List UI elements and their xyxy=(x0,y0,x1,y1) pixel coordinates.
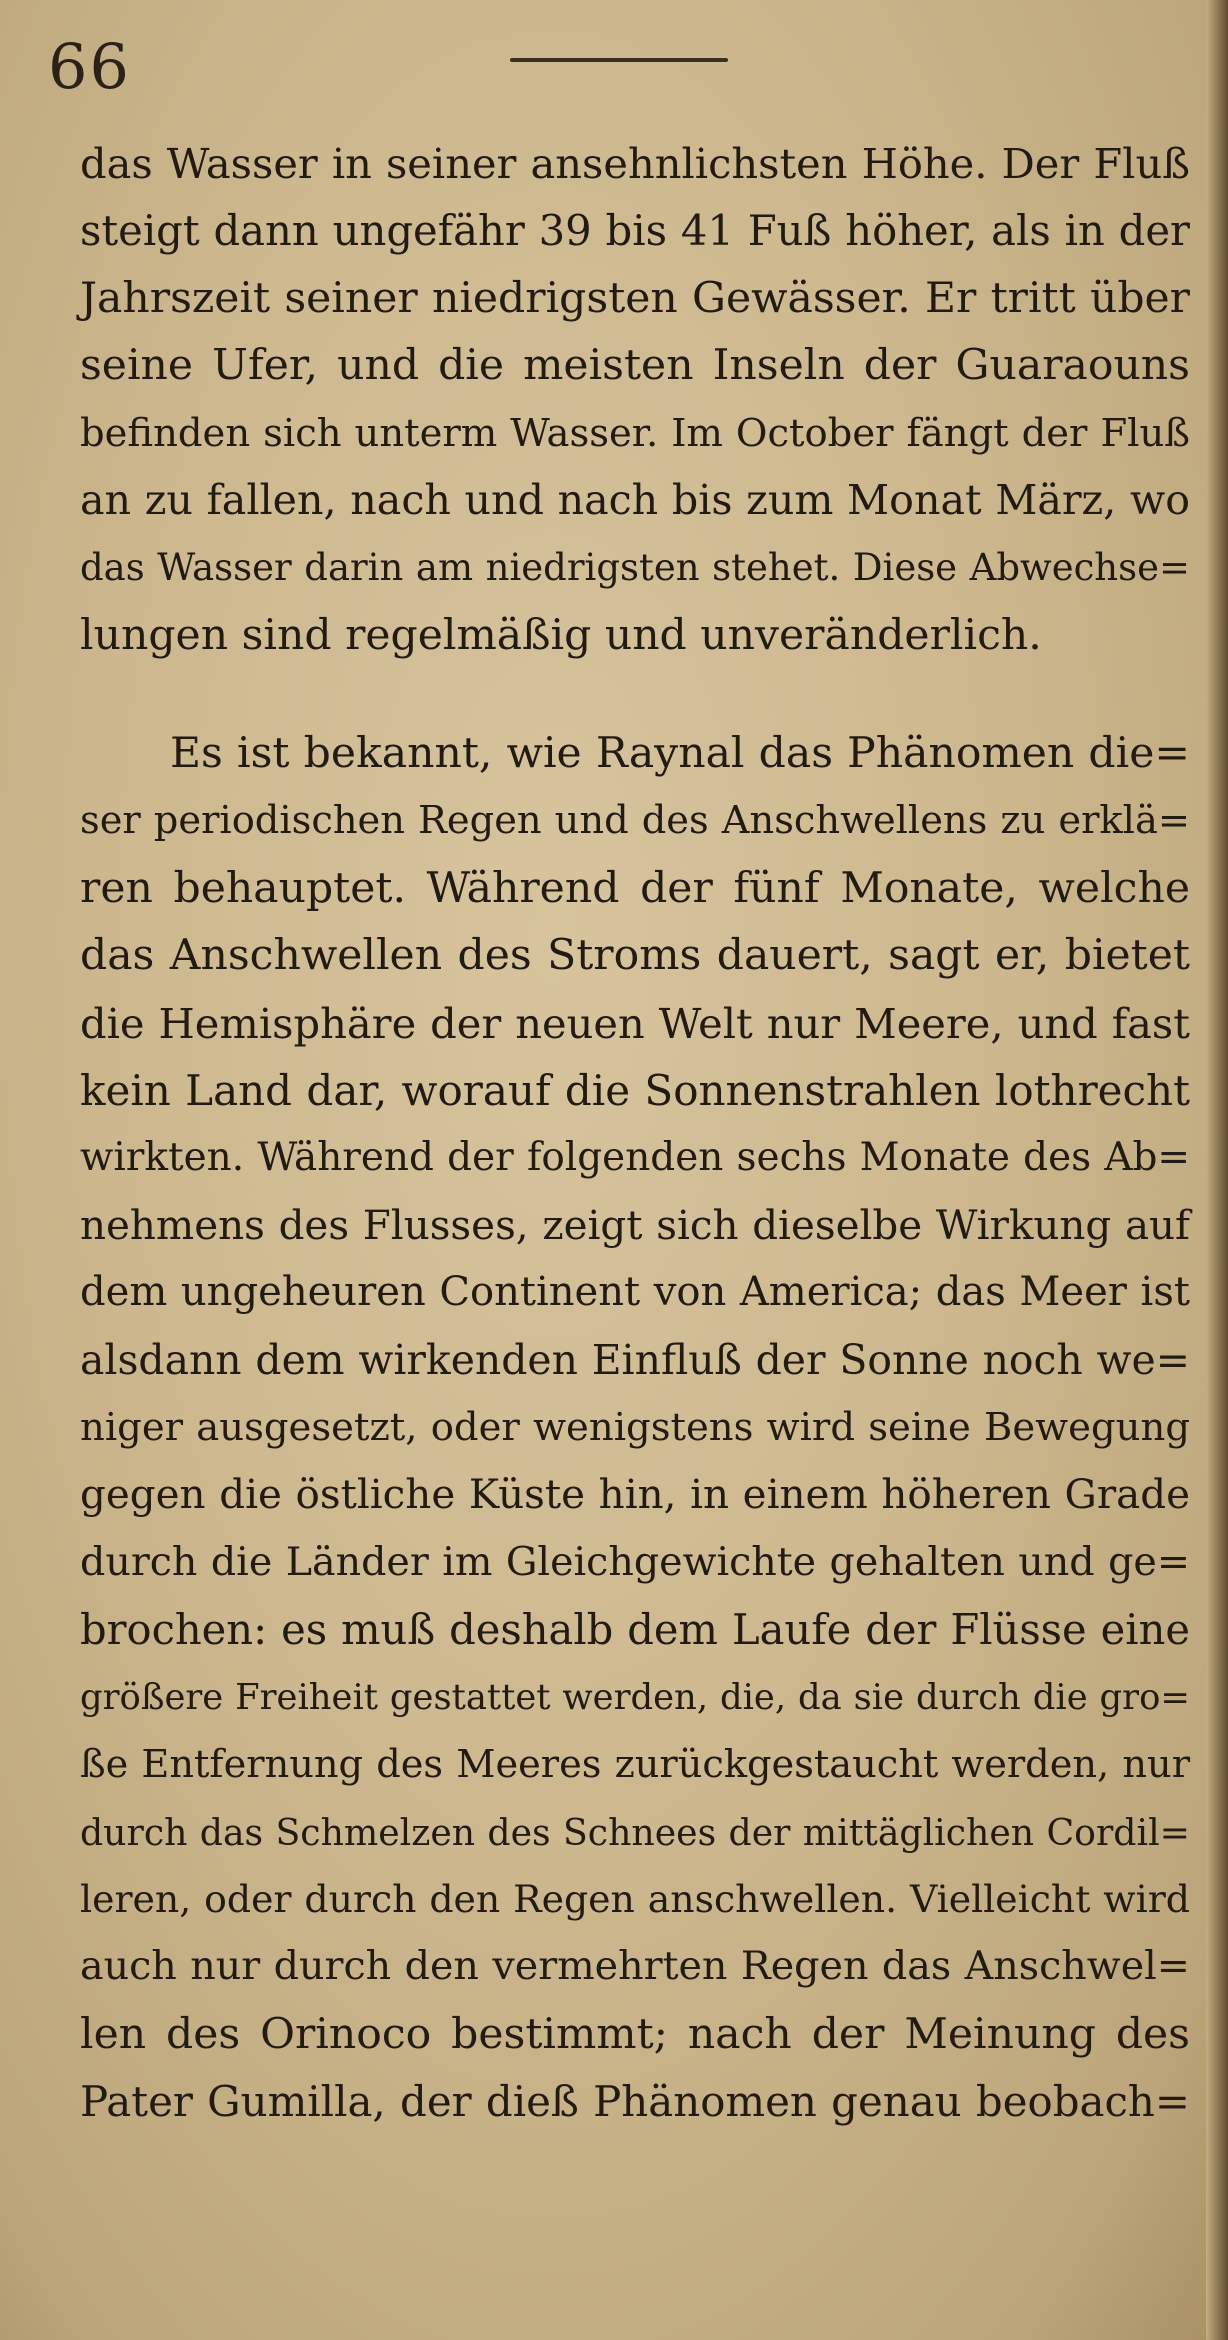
text-line: befinden sich unterm Wasser. Im October fängt der Fluß xyxy=(80,410,1190,456)
text-line: dem ungeheuren Continent von America; das Meer ist xyxy=(80,1269,1190,1316)
text-line: Pater Gumilla, der dieß Phänomen genau beobach= xyxy=(80,2077,1190,2127)
text-line: ren behauptet. Während der fünf Monate, welche xyxy=(80,863,1190,913)
text-line: leren, oder durch den Regen anschwellen. Vielleicht wird xyxy=(80,1876,1190,1921)
text-line: wirkten. Während der folgenden sechs Monate des Ab= xyxy=(80,1135,1190,1181)
paragraph-1 xyxy=(80,130,1190,669)
text-line: nehmens des Flusses, zeigt sich dieselbe Wirkung auf xyxy=(80,1200,1190,1249)
text-line: das Wasser darin am niedrigsten stehet. Diese Abwechse= xyxy=(80,546,1190,590)
page-number: 66 xyxy=(48,30,131,103)
paragraph-2 xyxy=(80,720,1190,2136)
text-line: kein Land dar, worauf die Sonnenstrahlen lothrecht xyxy=(80,1066,1190,1116)
text-line: steigt dann ungefähr 39 bis 41 Fuß höher, als in der xyxy=(80,206,1190,256)
text-line: das Anschwellen des Stroms dauert, sagt er, bietet xyxy=(80,931,1190,981)
text-line: durch die Länder im Gleichgewichte gehalten und ge= xyxy=(80,1538,1190,1585)
text-line: len des Orinoco bestimmt; nach der Meinung des xyxy=(80,2009,1190,2059)
text-line: ße Entfernung des Meeres zurückgestaucht werden, nur xyxy=(80,1742,1190,1788)
text-line: lungen sind regelmäßig und unveränderlich. xyxy=(80,610,1042,660)
text-line: alsdann dem wirkenden Einfluß der Sonne noch we= xyxy=(80,1335,1190,1384)
text-line: durch das Schmelzen des Schnees der mittäglichen Cordil= xyxy=(80,1810,1190,1854)
text-line: die Hemisphäre der neuen Welt nur Meere, und fast xyxy=(80,998,1190,1048)
text-line: an zu fallen, nach und nach bis zum Monat März, wo xyxy=(80,476,1190,525)
text-line: auch nur durch den vermehrten Regen das Anschwel= xyxy=(80,1943,1190,1990)
header-rule xyxy=(510,58,728,62)
text-line: Jahrszeit seiner niedrigsten Gewässer. Er tritt über xyxy=(80,273,1190,323)
text-line: größere Freiheit gestattet werden, die, da sie durch die gro= xyxy=(80,1676,1190,1718)
text-line: Es ist bekannt, wie Raynal das Phänomen die= xyxy=(170,729,1190,778)
text-line: das Wasser in seiner ansehnlichsten Höhe. Der Fluß xyxy=(80,139,1190,188)
text-line: ser periodischen Regen und des Anschwellens zu erklä= xyxy=(80,798,1190,844)
text-line: niger ausgesetzt, oder wenigstens wird seine Bewegung xyxy=(80,1405,1190,1451)
page-edge xyxy=(1206,0,1228,2340)
text-line: seine Ufer, und die meisten Inseln der Guaraouns xyxy=(80,341,1190,391)
text-line: gegen die östliche Küste hin, in einem höheren Grade xyxy=(80,1470,1190,1519)
text-line: brochen: es muß deshalb dem Laufe der Flüsse eine xyxy=(80,1605,1190,1655)
